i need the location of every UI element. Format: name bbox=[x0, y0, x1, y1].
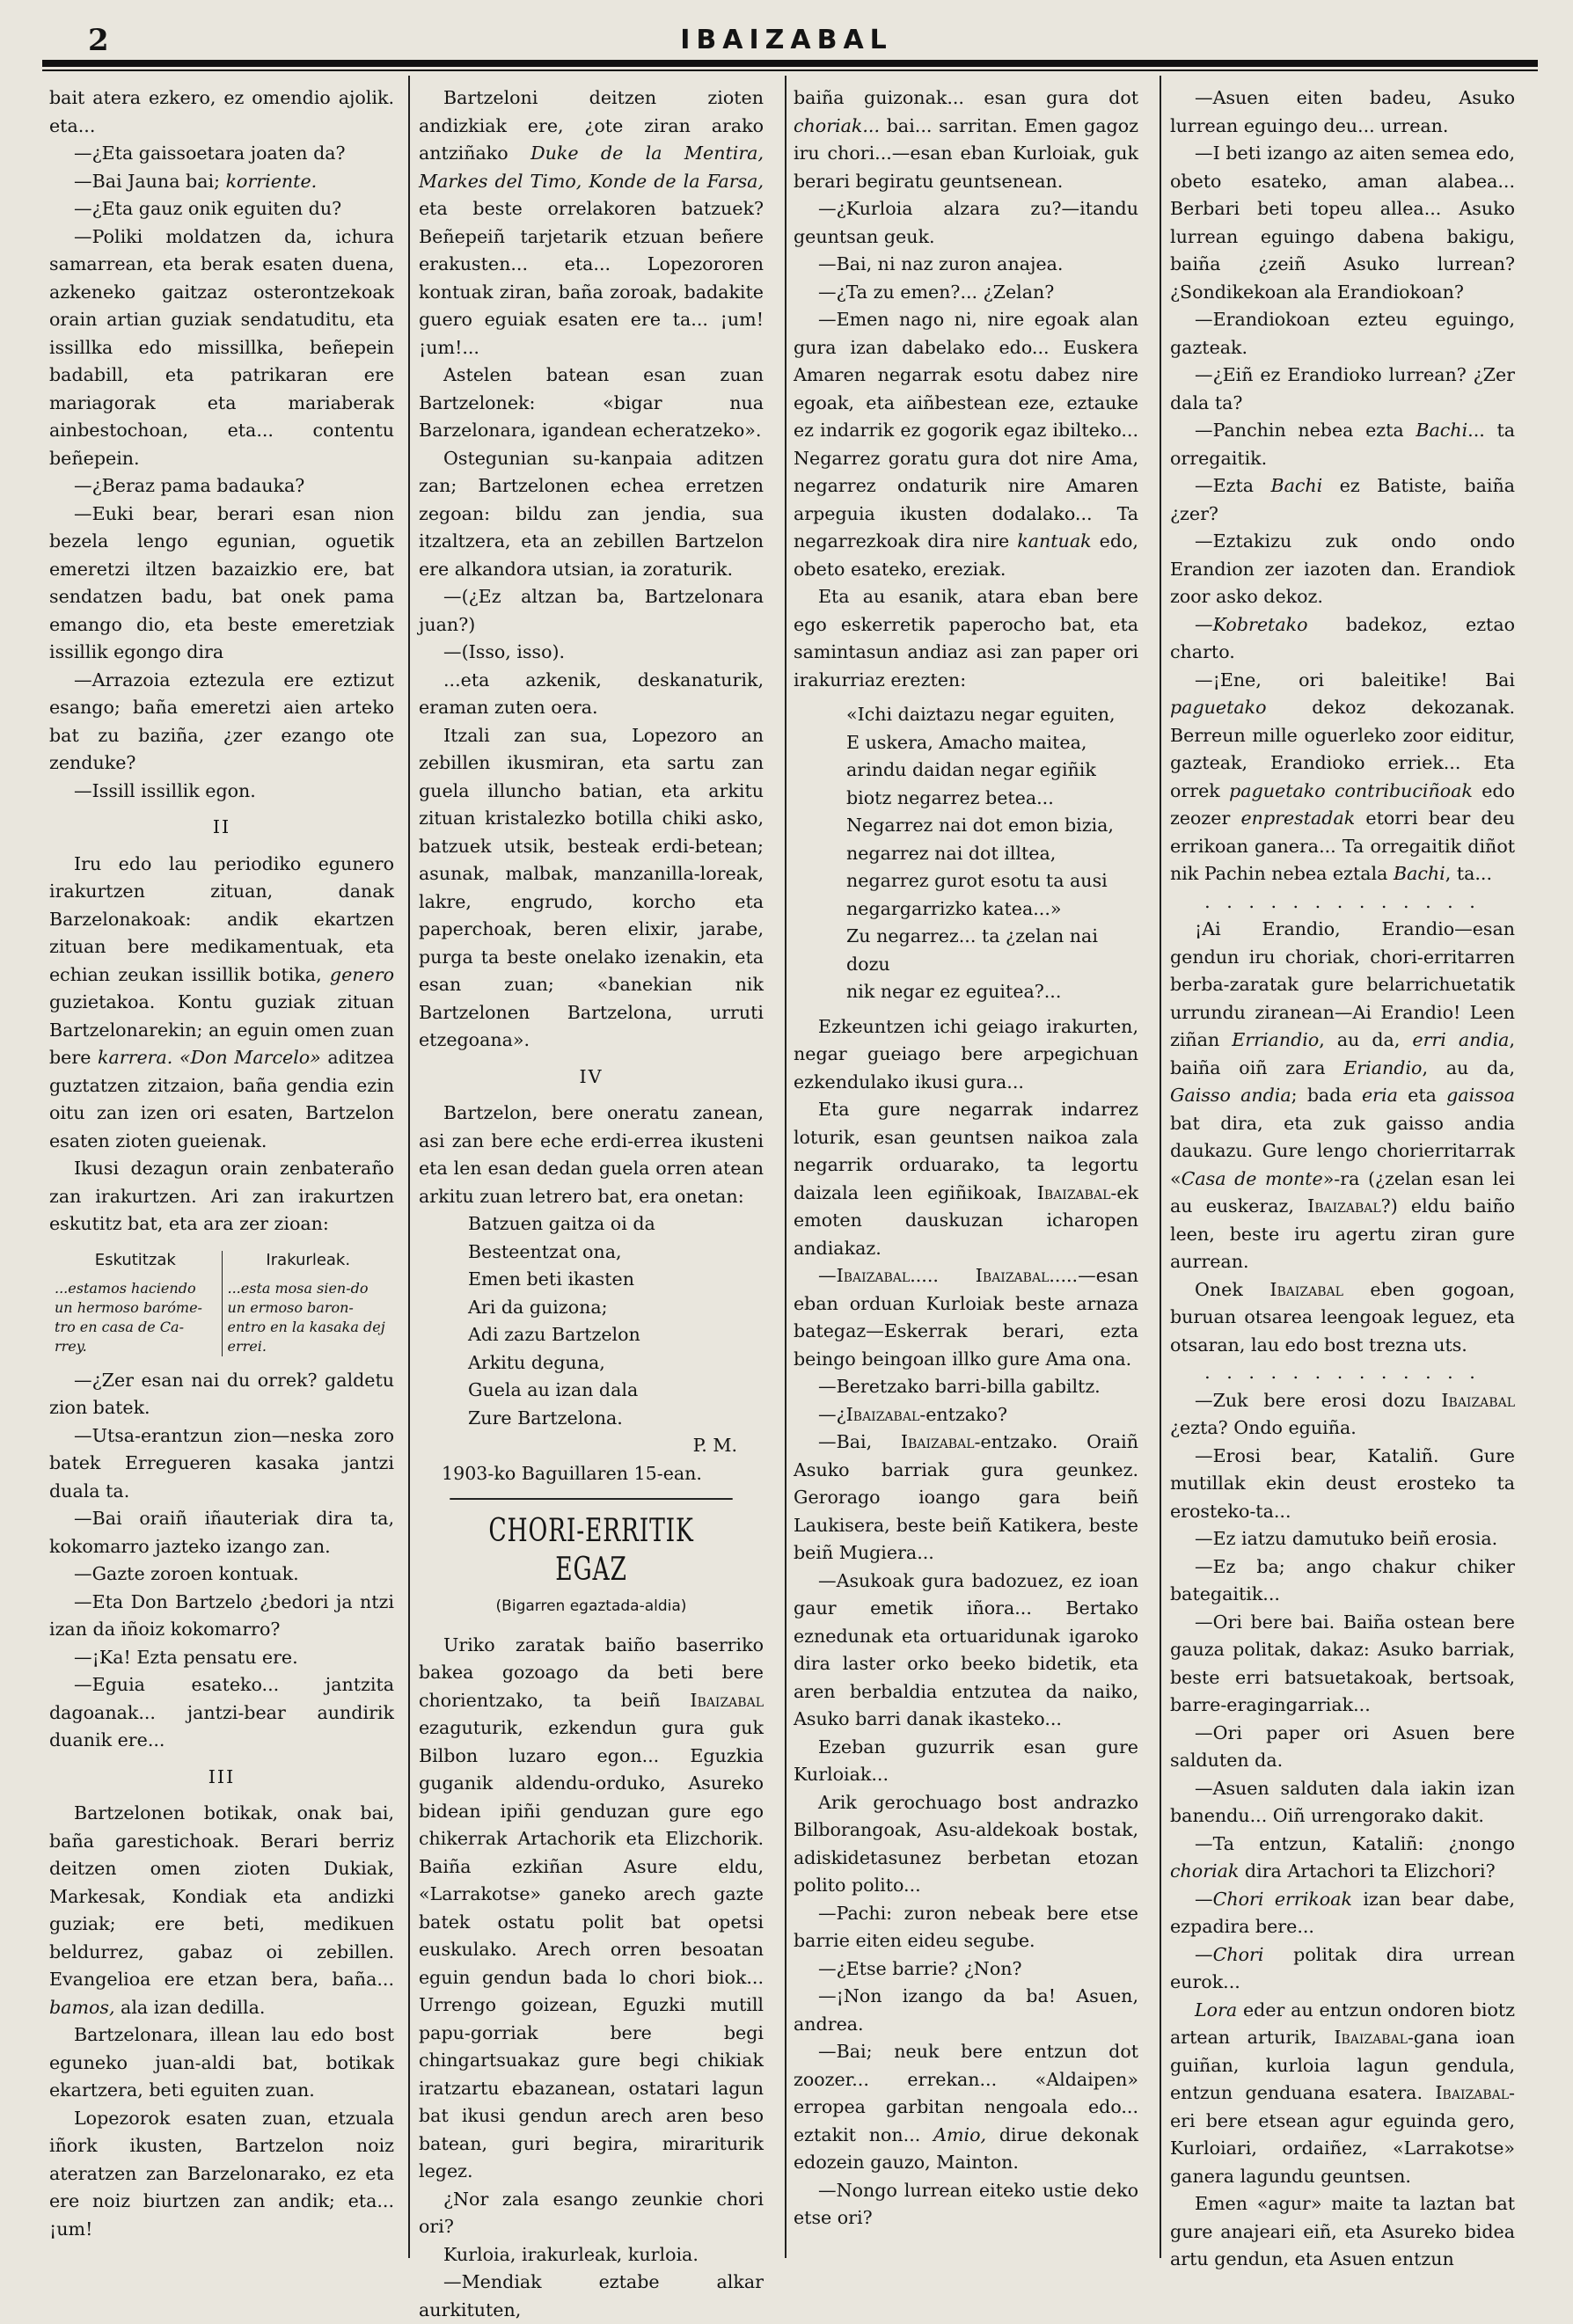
paragraph: —¿Zer esan nai du orrek? galdetu zion batek. bbox=[49, 1369, 394, 1418]
text-span: -ek emoten dauskuzan icharopen andiakaz. bbox=[794, 1181, 1138, 1259]
paragraph: —Ori paper ori Asuen bere salduten da. bbox=[1170, 1721, 1515, 1771]
paragraph: Ezkeuntzen ichi geiago irakurten, negar gueiago bere arpegichuan ezkendulako ikusi gura... bbox=[794, 1015, 1138, 1093]
smallcaps-span: Ibaizabal bbox=[1435, 2082, 1510, 2103]
paragraph bbox=[419, 84, 764, 362]
smallcaps-span: Ibaizabal bbox=[845, 1403, 920, 1425]
article-headline: CHORI-ERRITIK EGAZ bbox=[450, 1498, 732, 1590]
column-3 bbox=[794, 84, 1138, 2257]
text-span: ez Batiste, baiña ¿zer? bbox=[1170, 475, 1515, 524]
verse-line: Adi zazu Bartzelon bbox=[468, 1324, 640, 1345]
paragraph: Astelen batean esan zuan Bartzelonek: «bigar nua Barzelonara, igandean echeratzeko». bbox=[419, 364, 764, 441]
italic-span: Chori bbox=[1212, 1943, 1264, 1965]
text-span: Uriko zaratak baiño baserriko bakea gozoago da beti bere chorientzako, ta beiñ bbox=[419, 1633, 764, 1711]
text-span: eta beste orrelakoren batzuek? Beñepeiñ tarjetarik etzuan beñere erakusten... eta... Lopezororen kontuak ziran, baña zoroak, badakite guero eguiak esaten ere ta... ¡um! ¡um!... bbox=[419, 198, 764, 358]
verse-block bbox=[419, 1210, 764, 1432]
paragraph bbox=[1170, 916, 1515, 1276]
section-number: III bbox=[208, 1765, 236, 1787]
italic-span: Gaisso andia bbox=[1170, 1085, 1291, 1106]
poem-line: negargarrizko katea...» bbox=[846, 897, 1062, 919]
italic-span: Casa de monte bbox=[1181, 1167, 1323, 1189]
paragraph: —I beti izango az aiten semea edo, obeto esateko, aman alabea... Berbari beti topeu allea... Asuko lurrean eguingo dabena bakigu, baiña ¿zeiñ Asuko lurrean? ¿Sondikekoan ala Erandiokoan? bbox=[1170, 143, 1515, 303]
paragraph: ¿Nor zala esango zeunkie chori ori? bbox=[419, 2188, 764, 2237]
text-span: -eri bere etsean agur eguinda gero, Kurloiari, ordaiñez, «Larrakotse» ganera lagundu geuntsen. bbox=[1170, 2082, 1515, 2187]
text-span: Iru edo lau periodiko egunero irakurtzen zituan, danak Barzelonakoak: andik ekartzen zituan bere medikamentuak, eta echian zeukan issillik botika, bbox=[49, 852, 394, 985]
smallcaps-span: Ibaizabal bbox=[836, 1265, 911, 1286]
text-span: eder au entzun ondoren biotz artean arturik, bbox=[1170, 1999, 1515, 2048]
verse-line: Batzuen gaitza oi da bbox=[468, 1213, 655, 1234]
paragraph: —Asuen eiten badeu, Asuko lurrean eguingo deu... urrean. bbox=[1170, 87, 1515, 136]
italic-span: Chori errikoak bbox=[1212, 1888, 1352, 1910]
paragraph: —Erandiokoan ezteu eguingo, gazteak. bbox=[1170, 309, 1515, 358]
text-span: —Emen nago ni, nire egoak alan gura izan dabelako edo... Euskera Amaren negarrak esotu dabez nire egoak, eta aiñbestean eze, eztauke ez indarrik ez gogorik egaz ibilteko... Negarrez goratu gura dot nire Ama, negarrez ondaturik nire Amaren arpeguia ikusten dodalako... Ta negarrezkoak dira nire bbox=[794, 309, 1138, 552]
text-span: , ta... bbox=[1445, 863, 1493, 884]
paragraph bbox=[49, 168, 394, 196]
paragraph: Eta au esanik, atara eban bere ego eskerretik paperocho bat, eta samintasun andiaz asi zan paper ori irakurriaz erezten: bbox=[794, 586, 1138, 691]
text-span: , au da, bbox=[1422, 1056, 1515, 1078]
paragraph: —Beretzako barri-billa gabiltz. bbox=[818, 1376, 1101, 1397]
italic-span: erri andia bbox=[1412, 1029, 1510, 1050]
text-span: ala izan dedilla. bbox=[114, 1996, 266, 2018]
paragraph bbox=[794, 1262, 1138, 1373]
text-span: —Bai; neuk bere entzun dot zoozer... errekan... «Aldaipen» erropea garbitan nengoala edo... eztakit non... bbox=[794, 2041, 1138, 2145]
text-span: edo zeozer bbox=[1170, 779, 1515, 829]
italic-span: Duke de la Mentira, Markes del Timo, Konde de la Farsa, bbox=[419, 143, 765, 192]
paragraph: —(Isso, isso). bbox=[443, 641, 566, 662]
paragraph bbox=[1170, 1276, 1515, 1360]
italic-span: «Don Marcelo» bbox=[179, 1047, 321, 1068]
text-span: ezaguturik, ezkendun gura guk Bilbon luzaro egon... Eguzkia guganik aldendu-orduko, Asureko bidean ipiñi genduzan gure ego chikerrak Artachorik eta Elizchorik. Baiña ezkiñan Asure eldu, «Larrakotse» ganeko arech gazte batek ostatu polit bat opetsi euskulako. Arech orren besoatan eguin gendun bada lo chori biok... Urrengo goizean, Eguzki mutill papu-gorriak bere begi chingartsuakaz gure begi chikiak iratzartu ebazanean, ostatari lagun bat ikusi gendun arech aren beso batean, guri begira, mirariturik legez. bbox=[419, 1717, 764, 2181]
paragraph bbox=[1170, 417, 1515, 472]
text-span: izan bear dabe, ezpadira bere... bbox=[1170, 1888, 1515, 1937]
paragraph bbox=[1170, 667, 1515, 888]
paragraph bbox=[49, 1800, 394, 2021]
table-column-letters bbox=[49, 1251, 223, 1356]
paragraph bbox=[794, 306, 1138, 583]
paragraph: Kurloia, irakurleak, kurloia. bbox=[443, 2243, 699, 2265]
italic-span: Bachi bbox=[1393, 863, 1445, 884]
paragraph: —Utsa-erantzun zion—neska zoro batek Erregueren kasaka jantzi duala ta. bbox=[49, 1424, 394, 1502]
paragraph: —Bai, ni naz zuron anajea. bbox=[818, 253, 1064, 274]
text-span: —Panchin nebea ezta bbox=[1195, 420, 1416, 441]
text-span: -entzako? bbox=[919, 1403, 1007, 1425]
table-cell: ...estamos haciendo un hermoso baróme-tro en casa de Ca-rrey. bbox=[55, 1279, 202, 1355]
text-span: —¿ bbox=[818, 1403, 846, 1425]
text-span: ; bada bbox=[1291, 1085, 1362, 1106]
masthead-title: IBAIZABAL bbox=[680, 25, 893, 55]
table-cell: ...esta mosa sien-do un ermoso baron-entro en la kasaka dej errei. bbox=[227, 1279, 385, 1355]
paragraph: —Poliki moldatzen da, ichura samarrean, eta berak esaten duena, azkeneko gaitzaz osterontzekoak orain artian guziak sendatuditu, eta issillka edo missillka, beñepein badabill, eta patrikaran ere mariagorak eta mariaberak ainbestochoan, eta... contentu beñepein. bbox=[49, 225, 394, 469]
paragraph bbox=[1170, 1886, 1515, 1941]
text-span: aditzea guztatzen zitzaion, baña gendia ezin oitu zan izen ori esaten, Bartzelon esaten zioten gueienak. bbox=[49, 1047, 395, 1151]
italic-span: genero bbox=[329, 963, 394, 985]
paragraph bbox=[419, 1632, 764, 2186]
paragraph bbox=[794, 1401, 1138, 1429]
paragraph bbox=[49, 851, 394, 1156]
poem-line: «Ichi daiztazu negar eguiten, bbox=[846, 704, 1116, 725]
text-span: etorri bear deu errikoan ganera... Ta orregaitik diñot nik Pachin nebea eztala bbox=[1170, 808, 1515, 884]
verse-line: Zure Bartzelona. bbox=[468, 1407, 623, 1429]
text-span: ..... bbox=[910, 1265, 976, 1286]
comparison-table bbox=[49, 1251, 394, 1356]
text-span: — bbox=[818, 1265, 837, 1286]
verse-line: Besteentzat ona, bbox=[468, 1240, 622, 1262]
text-span: , baiña oiñ zara bbox=[1170, 1029, 1515, 1078]
text-span: — bbox=[1195, 1943, 1213, 1965]
paragraph bbox=[794, 1429, 1138, 1568]
italic-span: korriente. bbox=[225, 170, 318, 192]
paragraph: —Euki bear, berari esan nion bezela lengo egunian, oguetik emeretzi iltzen bazaizkio ere, bat sendatzen badu, bat onek pama emango dio, eta beste emeretziak issillik egongo dira bbox=[49, 502, 394, 662]
smallcaps-span: Ibaizabal bbox=[690, 1689, 764, 1711]
text-span: —Ezta bbox=[1195, 475, 1271, 496]
text-span: Bartzeloni deitzen zioten andizkiak ere, ¿ote ziran arako antziñako bbox=[419, 87, 764, 164]
poem-line: nik negar ez eguitea?... bbox=[846, 981, 1062, 1002]
paragraph: —(¿Ez altzan ba, Bartzelonara juan?) bbox=[419, 586, 764, 635]
text-span: eben gogoan, buruan otsarea leengoak leguez, eta otsaran, lau edo bost trezna uts. bbox=[1170, 1278, 1515, 1356]
text-span: baiña guizonak... esan gura dot bbox=[794, 87, 1138, 108]
paragraph: —Mendiak eztabe alkar aurkituten, bbox=[419, 2271, 764, 2320]
table-column-readers bbox=[223, 1251, 395, 1356]
paragraph: —Asuen salduten dala iakin izan banendu... Oiñ urrengorako dakit. bbox=[1170, 1777, 1515, 1826]
verse-line: Emen beti ikasten bbox=[468, 1268, 634, 1290]
paragraph: Lopezorok esaten zuan, etzuala iñork ikusten, Bartzelon noiz ateratzen zan Barzelonarako, ez eta ere noiz biurtzen zan andik; eta... ¡um! bbox=[49, 2107, 394, 2240]
paragraph bbox=[794, 2038, 1138, 2177]
poem-line: biotz negarrez betea... bbox=[846, 786, 1054, 808]
text-span: — bbox=[1195, 1888, 1213, 1910]
paragraph: Itzali zan sua, Lopezoro an zebillen ikusmiran, eta sartu zan guela illuncho batian, eta arkitu zituan kristalezko botilla chiki asko, batzuek utsik, besteak erdi-betean; asunak, malbak, manzanilla-loreak, lakre, engrudo, korcho eta paperchoak, beren elixir, jarabe, purga ta beste onelako izenakin, eta esan zuan; «banekian nik Bartzelonen Bartzelona, urruti etzegoana». bbox=[419, 724, 764, 1050]
smallcaps-span: Ibaizabal bbox=[1307, 1195, 1381, 1217]
paragraph: —Asukoak gura badozuez, ez ioan gaur emetik iñora... Bertako eznedunak eta ortuaridunak igaroko dira laster orko beeko bidetik, eta aren berbaldia entzutea da naiko, Asuko barri danak ikasteko... bbox=[794, 1569, 1138, 1729]
italic-span: Lora bbox=[1195, 1999, 1238, 2021]
poem-line: negarrez nai dot illtea, bbox=[846, 842, 1057, 864]
text-span: Eta gure negarrak indarrez loturik, esan geuntsen naikoa zala negarrik orduarako, ta legortu daizala leen egiñikoak, bbox=[794, 1099, 1138, 1203]
paragraph bbox=[1170, 1831, 1515, 1886]
poem-line: E uskera, Amacho maitea, bbox=[846, 731, 1087, 753]
text-span: guzietakoa. Kontu guziak zituan Bartzelonarekin; an eguin omen zuan bere bbox=[49, 991, 394, 1068]
paragraph: —Pachi: zuron nebeak bere etse barrie eiten eideu segube. bbox=[794, 1902, 1138, 1951]
text-span: ¿ezta? Ondo eguiña. bbox=[1170, 1417, 1357, 1438]
smallcaps-span: Ibaizabal bbox=[900, 1431, 975, 1452]
italic-span: kantuak bbox=[1017, 530, 1092, 552]
paragraph: Emen «agur» maite ta laztan bat gure anajeari eiñ, eta Asureko bidea artu gendun, eta Asuen entzun bbox=[1170, 2193, 1515, 2269]
italic-span: Eriandio bbox=[1343, 1056, 1423, 1078]
section-number: II bbox=[212, 816, 231, 837]
paragraph: —Ori bere bai. Baiña ostean bere gauza politak, dakaz: Asuko barriak, beste erri batsuetakoak, bertsoak, barre-eragingarriak... bbox=[1170, 1611, 1515, 1715]
paragraph: —Eta Don Bartzelo ¿bedori ja ntzi izan da iñoiz kokomarro? bbox=[49, 1590, 394, 1640]
column-rule-1 bbox=[408, 76, 410, 2258]
column-rule-3 bbox=[1160, 76, 1161, 2258]
paragraph: Bartzelonara, illean lau edo bost eguneko juan-aldi bat, botikak ekartzera, beti eguiten zuan. bbox=[49, 2024, 394, 2101]
paragraph: —Bai oraiñ iñauteriak dira ta, kokomarro jazteko izango zan. bbox=[49, 1508, 394, 1557]
italic-span: paguetako contribuciñoak bbox=[1229, 779, 1473, 801]
poem-line: Negarrez nai dot emon bizia, bbox=[846, 815, 1114, 836]
poem-line: negarrez gurot esotu ta ausi bbox=[846, 870, 1108, 891]
page-number: 2 bbox=[88, 23, 109, 58]
italic-span: gaissoa bbox=[1446, 1085, 1515, 1106]
text-span: —Ta entzun, Kataliñ: ¿nongo bbox=[1195, 1832, 1515, 1854]
smallcaps-span: Ibaizabal bbox=[1441, 1389, 1515, 1411]
section-number: IV bbox=[579, 1065, 604, 1087]
paragraph: —¿Eiñ ez Erandioko lurrean? ¿Zer dala ta? bbox=[1170, 364, 1515, 413]
italic-span: paguetako bbox=[1170, 697, 1267, 718]
smallcaps-span: Ibaizabal bbox=[1269, 1278, 1343, 1300]
paragraph: —¡Non izango da ba! Asuen, andrea. bbox=[794, 1985, 1138, 2035]
paragraph bbox=[1170, 1387, 1515, 1443]
smallcaps-span: Ibaizabal bbox=[1334, 2027, 1408, 2048]
poem-line: Zu negarrez... ta ¿zelan nai dozu bbox=[846, 925, 1098, 975]
italic-span: enprestadak bbox=[1240, 808, 1356, 829]
paragraph: Arik gerochuago bost andrazko Bilborangoak, Asu-aldekoak bostak, adiskidetasunez berbetan etozan polito polito... bbox=[794, 1791, 1138, 1896]
text-span: —¡Ene, ori baleitike! Bai bbox=[1195, 669, 1515, 691]
paragraph: —¿Beraz pama badauka? bbox=[74, 475, 305, 496]
paragraph: —¡Ka! Ezta pensatu ere. bbox=[74, 1646, 298, 1668]
paragraph: —Eztakizu zuk ondo ondo Erandion zer iazoten dan. Erandiok zoor asko dekoz. bbox=[1170, 530, 1515, 607]
paragraph bbox=[1170, 472, 1515, 528]
paragraph: —¿Eta gaissoetara joaten da? bbox=[74, 143, 346, 164]
paragraph: —¿Kurloia alzara zu?—itandu geuntsan geuk. bbox=[794, 198, 1138, 247]
paragraph bbox=[1170, 1941, 1515, 1997]
verse-line: Ari da guizona; bbox=[468, 1296, 608, 1318]
paragraph: Ostegunian su-kanpaia aditzen zan; Bartzelonen echea erretzen zegoan: bildu zan jendia, sua itzaltzera, eta an zebillen Bartzelon ere alkandora utsian, ia zoraturik. bbox=[419, 447, 764, 580]
signature: P. M. bbox=[692, 1435, 737, 1456]
masthead-rule-thin bbox=[42, 69, 1538, 71]
text-span: badekoz, eztao charto. bbox=[1170, 613, 1515, 662]
italic-span: choriak... bbox=[794, 114, 881, 136]
paragraph: —Issill issillik egon. bbox=[74, 779, 256, 801]
text-span: .....—esan eban orduan Kurloiak beste arnaza bategaz—Eskerrak berari, ezta beingo beingoan illko gure Ama ona. bbox=[794, 1265, 1138, 1370]
paragraph bbox=[1170, 1997, 1515, 2191]
paragraph: Ezeban guzurrik esan gure Kurloiak... bbox=[794, 1736, 1138, 1785]
paragraph: —Ez ba; ango chakur chiker bategaitik... bbox=[1170, 1555, 1515, 1604]
text-span: , au da, bbox=[1319, 1029, 1413, 1050]
paragraph: —¿Etse barrie? ¿Non? bbox=[818, 1957, 1022, 1979]
text-span: — bbox=[1195, 613, 1213, 635]
poem-block bbox=[794, 701, 1138, 1006]
paragraph: Ikusi dezagun orain zenbateraño zan irakurtzen. Ari zan irakurtzen eskutitz bat, eta ara zer zioan: bbox=[49, 1158, 394, 1234]
text-span: ¡Ai Erandio, Erandio—esan gendun iru choriak, chori-erritarren berba-zaratak gure belarrichuetatik urrundu ziranean—Ai Erandio! Leen ziñan bbox=[1170, 918, 1515, 1050]
verse-line: Guela au izan dala bbox=[468, 1379, 639, 1400]
text-span: -gana ioan guiñan, kurloia lagun gendula, entzun genduana esatera. bbox=[1170, 2027, 1515, 2103]
table-header: Eskutitzak bbox=[94, 1250, 176, 1269]
paragraph: —¿Eta gauz onik eguiten du? bbox=[74, 198, 342, 219]
paragraph: bait atera ezkero, ez omendio ajolik. eta... bbox=[49, 87, 394, 136]
text-span: edo, obeto esateko, ereziak. bbox=[794, 530, 1138, 580]
paragraph bbox=[794, 1096, 1138, 1262]
italic-span: eria bbox=[1362, 1085, 1398, 1106]
text-span: —Bai, bbox=[818, 1431, 901, 1452]
text-span: Bartzelonen botikak, onak bai, baña garestichoak. Berari berriz deitzen omen zioten Dukiak, Markesak, Kondiak eta andizki guziak; ere beti, medikuen beldurrez, gabaz oi zebillen. Evangelioa ere etzan bera, baña... bbox=[49, 1802, 394, 1990]
text-span: politak dira urrean eurok... bbox=[1170, 1943, 1515, 1992]
italic-span: Amio, bbox=[933, 2123, 987, 2145]
italic-span: Bachi bbox=[1416, 420, 1468, 441]
separator-dots: . . . . . . . . . . . . . bbox=[1204, 890, 1481, 912]
verse-line: Arkitu deguna, bbox=[468, 1351, 605, 1373]
column-4 bbox=[1170, 84, 1516, 2269]
masthead-rule-thick bbox=[42, 60, 1538, 67]
text-span: dirue dekonak edozein gauzo, Mainton. bbox=[794, 2123, 1138, 2173]
text-span: dira Artachori ta Elizchori? bbox=[1239, 1860, 1496, 1882]
italic-span: Erriandio bbox=[1232, 1029, 1320, 1050]
text-span: Onek bbox=[1195, 1278, 1270, 1300]
italic-span: Kobretako bbox=[1212, 613, 1308, 635]
paragraph: —Erosi bear, Kataliñ. Gure mutillak ekin deust erosteko ta erosteko-ta... bbox=[1170, 1444, 1515, 1522]
text-span: -entzako. Oraiñ Asuko barriak gura geunkez. Gerorago ioango gara beiñ Laukisera, beste beiñ Katikera, beste beiñ Mugiera... bbox=[794, 1431, 1139, 1563]
dateline: 1903-ko Baguillaren 15-ean. bbox=[442, 1462, 702, 1484]
paragraph: —Arrazoia eztezula ere eztizut esango; baña emeretzi aien arteko bat zu baziña, ¿zer ezango ote zenduke? bbox=[49, 669, 394, 773]
text-span: bai... sarritan. Emen gagoz iru chori...—esan eban Kurloiak, guk berari begiratu geuntsenean. bbox=[794, 114, 1138, 192]
paragraph bbox=[794, 84, 1138, 195]
paragraph: —Gazte zoroen kontuak. bbox=[74, 1563, 299, 1584]
text-span: »-ra (¿zelan esan lei au euskeraz, bbox=[1170, 1167, 1516, 1217]
text-span: eta bbox=[1397, 1085, 1447, 1106]
italic-span: choriak bbox=[1170, 1860, 1240, 1882]
italic-span: Bachi bbox=[1270, 475, 1323, 496]
text-span: —Zuk bere erosi dozu bbox=[1195, 1389, 1442, 1411]
text-span: dekoz dekozanak. Berreun mille oguerleko zoor eiditur, gazteak, Erandioko erriek... Eta orrek bbox=[1170, 697, 1515, 801]
separator-dots: . . . . . . . . . . . . . bbox=[1204, 1362, 1481, 1383]
paragraph: ...eta azkenik, deskanaturik, eraman zuten oera. bbox=[419, 669, 764, 718]
paragraph: —¿Ta zu emen?... ¿Zelan? bbox=[818, 281, 1055, 303]
text-span: —Bai Jauna bai; bbox=[74, 170, 226, 192]
paragraph: —Nongo lurrean eiteko ustie deko etse ori? bbox=[794, 2179, 1138, 2228]
italic-span: bamos, bbox=[49, 1996, 115, 2018]
smallcaps-span: Ibaizabal bbox=[1036, 1181, 1111, 1203]
paragraph: Bartzelon, bere oneratu zanean, asi zan bere eche erdi-errea ikusteni eta len esan dedan guela orren atean arkitu zuan letrero bat, era onetan: bbox=[419, 1102, 764, 1207]
article-subheading: (Bigarren egaztada-aldia) bbox=[495, 1597, 687, 1615]
column-2 bbox=[419, 84, 765, 2320]
text-span: ... ta orregaitik. bbox=[1170, 420, 1515, 469]
text-span: bat dira, eta zuk gaisso andia daukazu. Gure lengo chorierritarrak « bbox=[1170, 1112, 1515, 1189]
table-header: Irakurleak. bbox=[266, 1250, 351, 1269]
text-span: ?) eldu baiño leen, beste iru agertu ziran gure aurrean. bbox=[1170, 1195, 1515, 1272]
smallcaps-span: Ibaizabal bbox=[975, 1265, 1050, 1286]
paragraph bbox=[1170, 611, 1515, 667]
poem-line: arindu daidan negar egiñik bbox=[846, 759, 1096, 780]
italic-span: karrera. bbox=[98, 1047, 173, 1068]
paragraph: —Ez iatzu damutuko beiñ erosia. bbox=[1195, 1528, 1498, 1549]
paragraph: —Eguia esateko... jantzita dagoanak... jantzi-bear aundirik duanik ere... bbox=[49, 1674, 394, 1750]
column-1 bbox=[49, 84, 394, 2257]
column-rule-2 bbox=[785, 76, 786, 2258]
